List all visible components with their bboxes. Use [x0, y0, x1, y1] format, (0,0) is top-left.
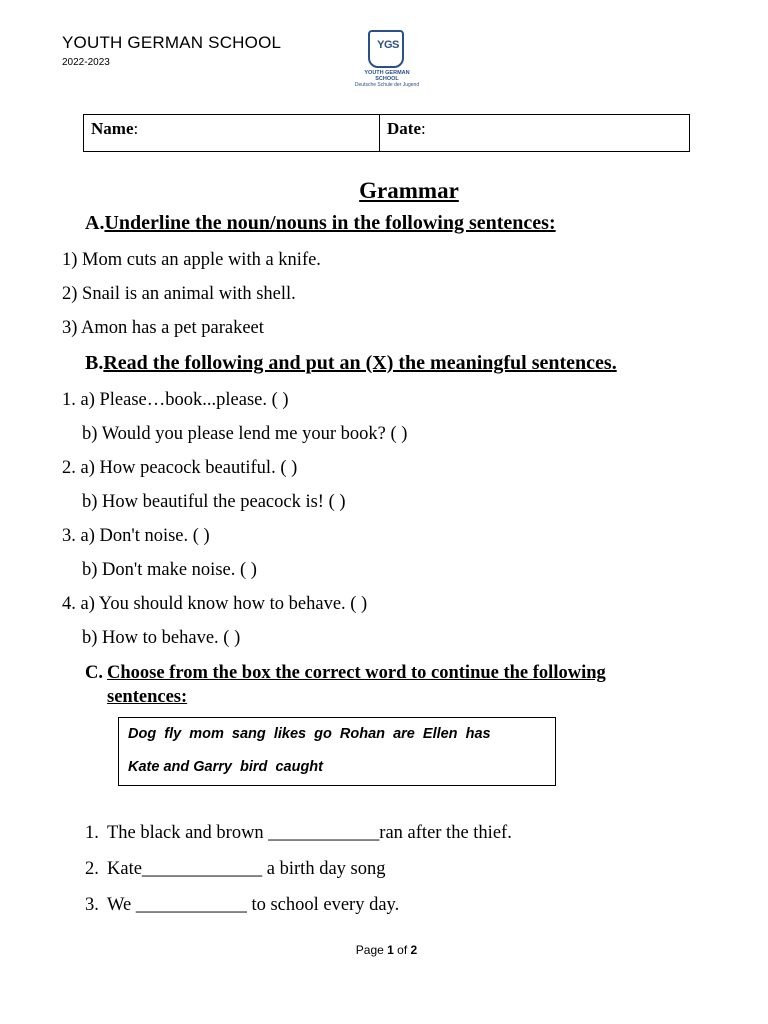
logo-monogram: YGS [377, 39, 399, 51]
page-total: 2 [410, 943, 418, 957]
section-c-item-text: The black and brown ____________ran after the thief. [107, 823, 512, 843]
school-year: 2022-2023 [62, 57, 110, 68]
word-box [118, 717, 556, 786]
page-title: Grammar [359, 178, 459, 203]
section-b-item: b) Don't make noise. ( ) [82, 560, 257, 580]
section-b-item: 3. a) Don't noise. ( ) [62, 526, 210, 546]
section-b-text: Read the following and put an (X) the meaningful sentences. [103, 352, 617, 374]
word-box-row-2: Kate and Garry bird caught [128, 759, 323, 775]
section-a-letter: A. [85, 212, 105, 234]
logo-caption-line1: YOUTH GERMAN SCHOOL [364, 70, 410, 82]
section-c-letter: C. [85, 663, 103, 683]
section-b-item: b) Would you please lend me your book? ( ) [82, 424, 408, 444]
section-a-text: Underline the noun/nouns in the following sentences: [104, 212, 556, 234]
page-number [0, 943, 768, 957]
section-b-item: b) How beautiful the peacock is! ( ) [82, 492, 346, 512]
logo-shield-icon [368, 30, 404, 68]
section-c-text-line2: sentences: [107, 687, 188, 707]
section-a-heading [85, 212, 556, 235]
section-c-item-text: We ____________ to school every day. [107, 895, 400, 915]
name-field[interactable] [84, 115, 380, 151]
section-c-item-text: Kate_____________ a birth day song [107, 859, 386, 879]
page-of: of [393, 943, 411, 957]
date-label: Date [387, 119, 421, 138]
logo-caption [352, 70, 422, 88]
section-a-item: 3) Amon has a pet parakeet [62, 318, 264, 338]
section-c-item-number: 1. [85, 823, 99, 843]
page-current: 1 [387, 943, 394, 957]
date-field[interactable] [380, 115, 433, 151]
page-prefix: Page [355, 943, 388, 957]
section-c-heading-line2 [107, 687, 187, 708]
section-b-heading [85, 352, 617, 375]
section-c-text-line1: Choose from the box the correct word to continue the following [107, 663, 606, 683]
section-c-item-number: 2. [85, 859, 99, 879]
section-b-item: 1. a) Please…book...please. ( ) [62, 390, 289, 410]
date-colon: : [420, 119, 426, 138]
section-b-item: 2. a) How peacock beautiful. ( ) [62, 458, 298, 478]
section-b-item: b) How to behave. ( ) [82, 628, 241, 648]
section-a-item: 1) Mom cuts an apple with a knife. [62, 250, 321, 270]
name-colon: : [133, 119, 139, 138]
section-b-letter: B. [85, 352, 104, 374]
name-date-table [83, 114, 690, 152]
section-c-heading-line1 [107, 663, 606, 684]
word-box-row-1: Dog fly mom sang likes go Rohan are Ellen has [128, 726, 491, 742]
name-label: Name [91, 119, 134, 138]
section-a-item: 2) Snail is an animal with shell. [62, 284, 296, 304]
school-name: YOUTH GERMAN SCHOOL [62, 33, 282, 52]
school-logo [352, 28, 422, 86]
section-b-item: 4. a) You should know how to behave. ( ) [62, 594, 368, 614]
section-c-item-number: 3. [85, 895, 99, 915]
logo-caption-line2: Deutsche Schule der Jugend [354, 82, 420, 88]
